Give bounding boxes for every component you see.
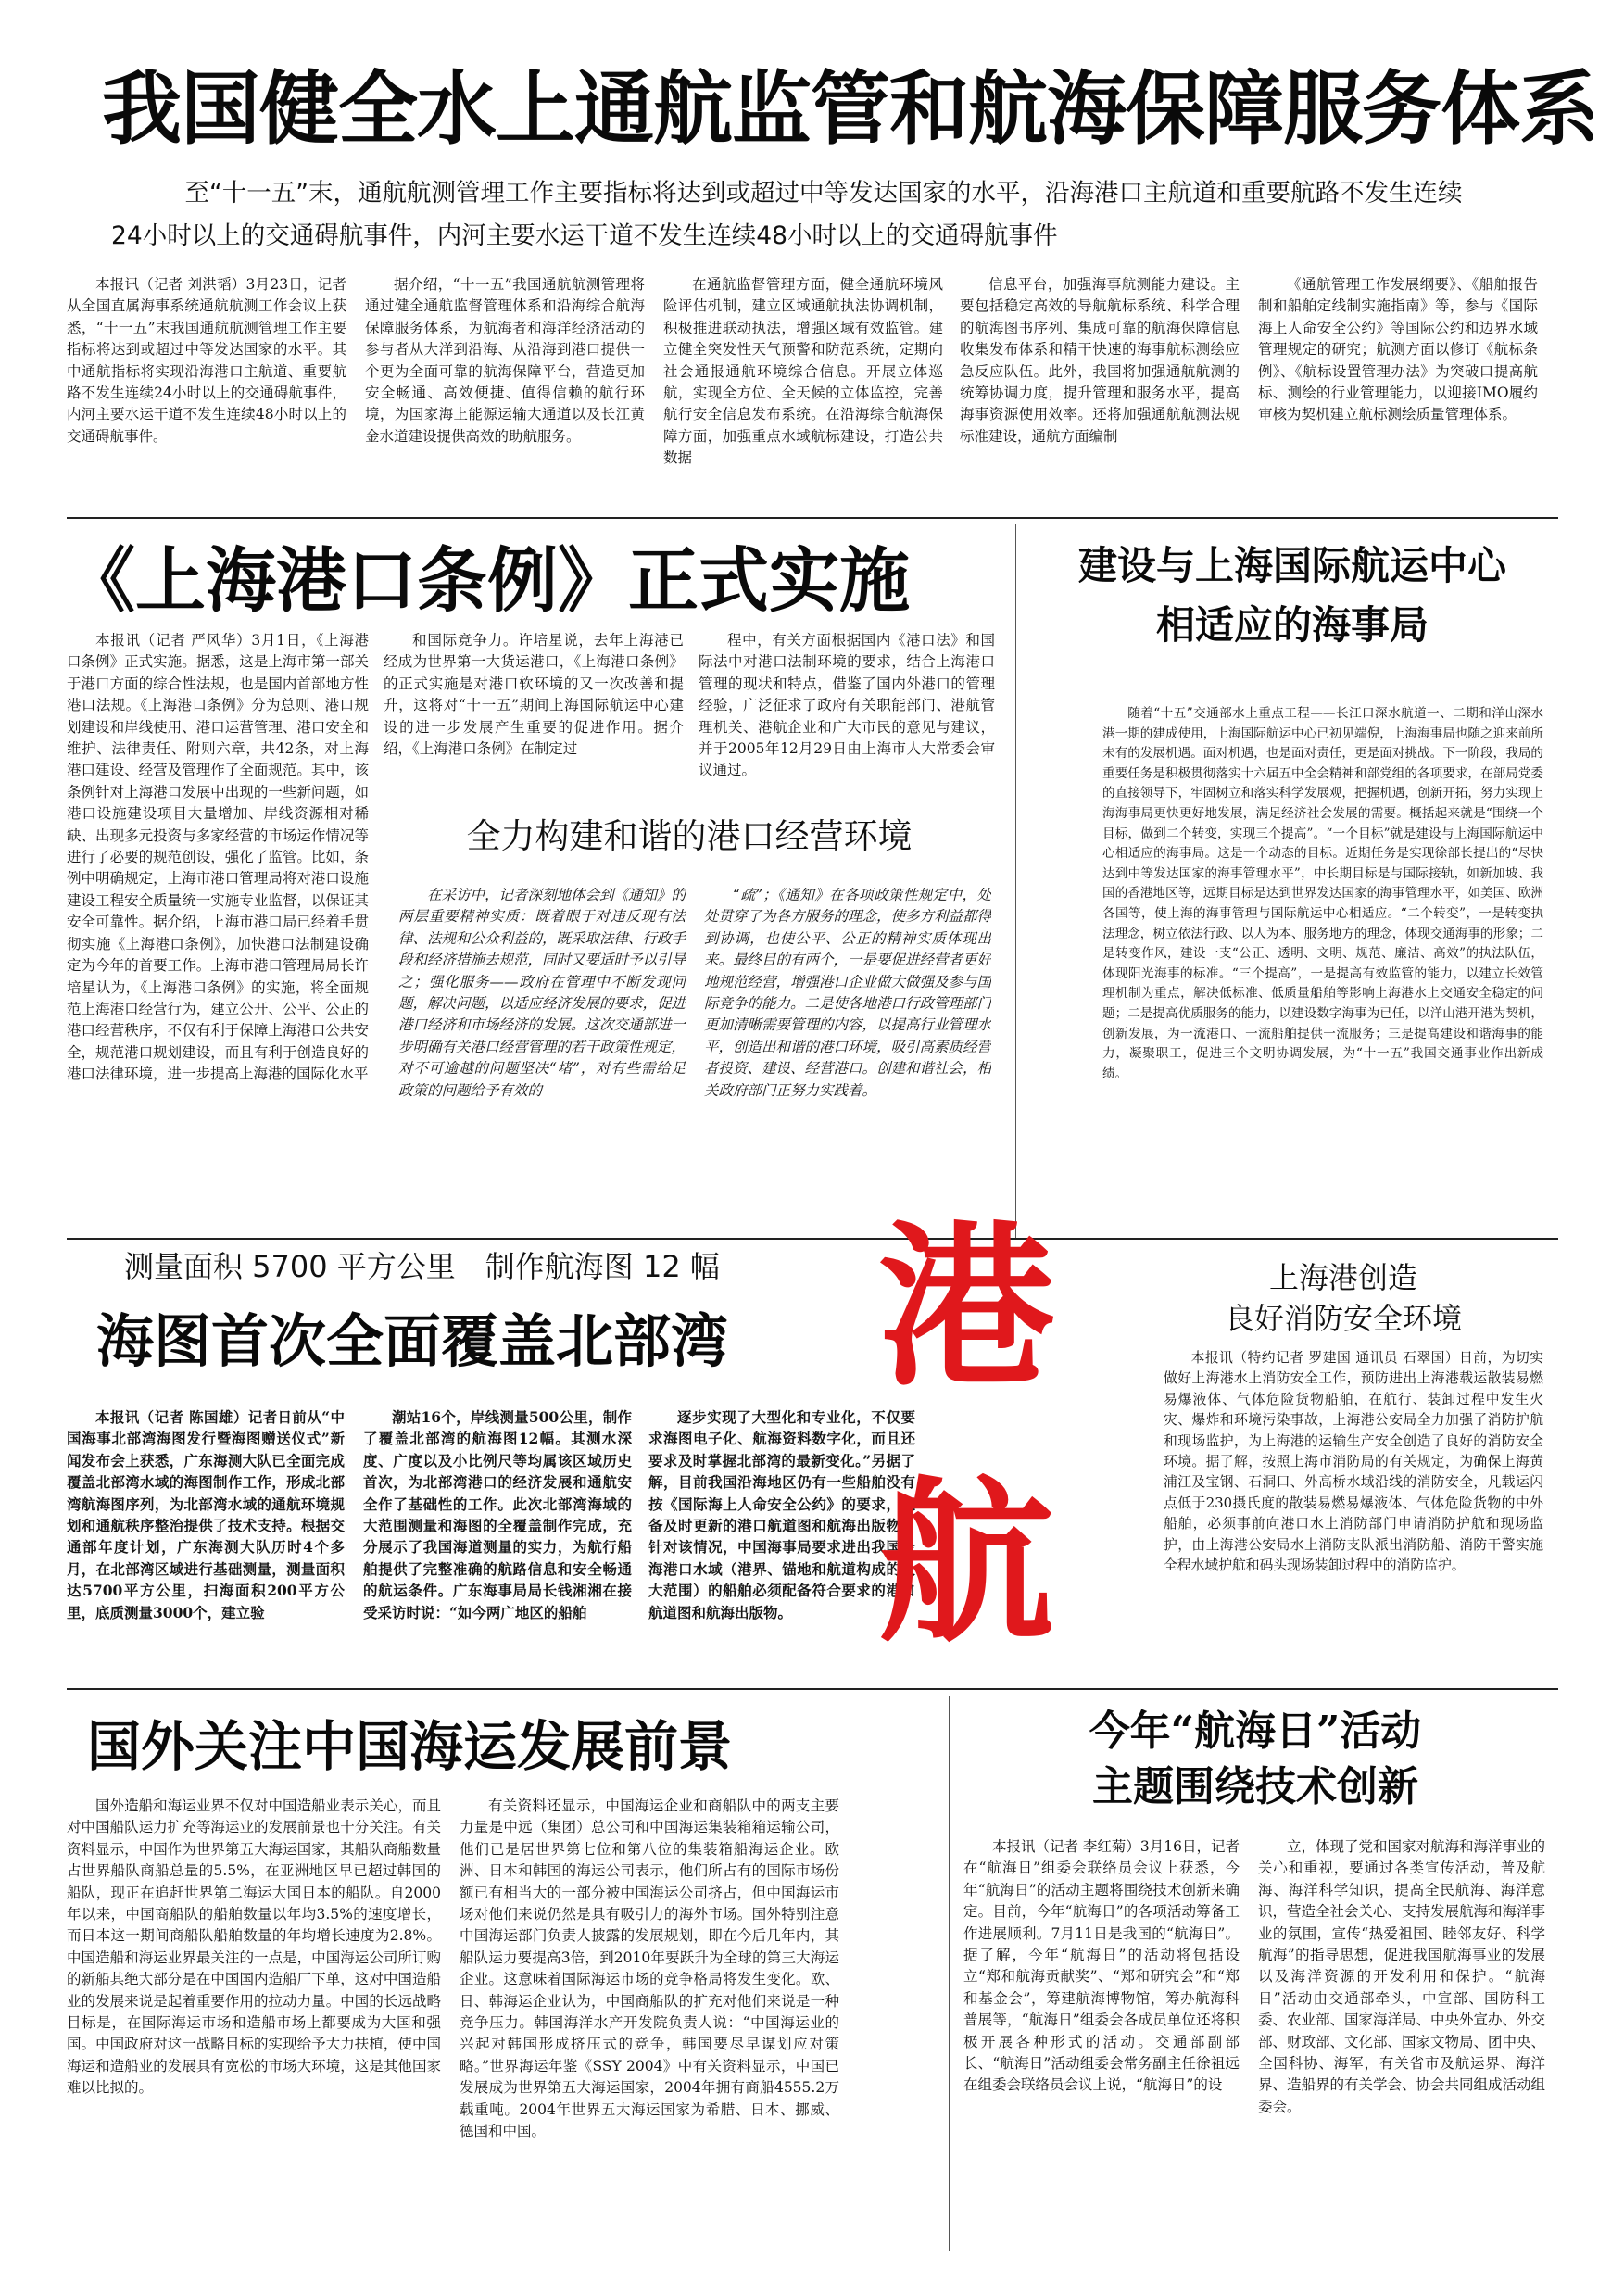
port-col-1: 本报讯（记者 严风华）3月1日，《上海港口条例》正式实施。据悉，这是上海市第一部关于港口方面的综合性法规，也是国内首部地方性港口法规。《上海港口条例》分为总则、港口规划建设和岸线使用、港口运营管理、港口安全和维护、法律责任、附则六章，共42条，对上海港口建设、经营及管理作了全面规范。其中，该条例针对上海港口发展中出现的一些新问题，如港口设施建设项目大量增加、岸线资源相对稀缺、出现多元投资与多家经营的市场运作情况等进行了必要的规范创设，强化了监管。比如，条例中明确规定，上海市港口管理局将对港口设施建设工程安全质量统一实施专业监督，以保证其安全可靠性。据介绍，上海市港口局已经着手贯彻实施《上海港口条例》，加快港口法制建设确定为今年的首要工作。上海市港口管理局局长许培星认为，《上海港口条例》的实施，将全面规范上海港口经营行为，建立公开、公平、公正的港口经营秩序，不仅有利于保障上海港口公共安全，规范港口规划建设，而且有利于创造良好的港口法律环境，进一步提高上海港的国际化水平 bbox=[67, 632, 369, 1083]
maritime-bureau-headline-2: 相适应的海事局 bbox=[1155, 602, 1429, 648]
main-col-1: 本报讯（记者 刘洪韬）3月23日，记者从全国直属海事系统通航航测工作会议上获悉，“十一五”末我国通航航测管理工作主要指标将达到或超过中等发达国家的水平。其中通航指标将实现沿海港口主航道、重要航路不发生连续24小时以上的交通碍航事件，内河主要水运干道不发生连续48小时以上的交通碍航事件。 bbox=[67, 276, 346, 445]
port-regulation-headline: 《上海港口条例》正式实施 bbox=[65, 539, 910, 622]
divider-mid bbox=[67, 1238, 1558, 1240]
foreign-col-2: 有关资料还显示，中国海运企业和商船队中的两支主要力量是中远（集团）总公司和中国海运集装箱箱运输公司，他们已是居世界第七位和第八位的集装箱船海运企业。欧洲、日本和韩国的海运公司表示，他们所占有的国际市场份额已有相当大的一部分被中国海运公司挤占，但中国海运市场对他们来说仍然是具有吸引力的海外市场。国外特别注意中国海运部门负责人披露的发展规划，即在今后几年内，其船队运力要提高3倍，到2010年要跃升为全球的第三大海运企业。这意味着国际海运市场的竞争格局将发生变化。欧、日、韩海运企业认为，中国商船队的扩充对他们来说是一种竞争压力。韩国海洋水产开发院负责人说：“中国海运业的兴起对韩国形成挤压式的竞争，韩国要尽早谋划应对策略。”世界海运年鉴《SSY 2004》中有关资料显示，中国已发展成为世界第五大海运国家，2004年拥有商船4555.2万载重吨。2004年世界五大海运国家为希腊、日本、挪威、德国和中国。 bbox=[460, 1797, 839, 2140]
maritime-day-col-2: 立，体现了党和国家对航海和海洋事业的关心和重视，要通过各类宣传活动，普及航海、海洋科学知识，提高全民航海、海洋意识，营造全社会关心、支持发展航海和海洋事业的氛围，宣传“热爱祖国、睦邻友好、科学航海”的指导思想，促进我国航海事业的发展以及海洋资源的开发利用和保护。“航海日”活动由交通部牵头，中宣部、国防科工委、农业部、国家海洋局、中央外宣办、外交部、财政部、文化部、国家文物局、团中央、全国科协、海军，有关省市及航运界、海洋界、造船界的有关学会、协会共同组成活动组委会。 bbox=[1258, 1838, 1545, 2115]
fire-safety-headline-2: 良好消防安全环境 bbox=[1224, 1301, 1462, 1336]
main-col-4: 信息平台，加强海事航测能力建设。主要包括稳定高效的导航航标系统、科学合理的航海图书序列、集成可靠的航海保障信息收集发布体系和精干快速的海事航标测绘应急反应队伍。此外，我国将加强通航航测的统筹协调力度，提升管理和服务水平，提高海事资源使用效率。还将加强通航航测法规标准建设，通航方面编制 bbox=[960, 276, 1240, 445]
foreign-col-1: 国外造船和海运业界不仅对中国造船业表示关心，而且对中国船队运力扩充等海运业的发展前景也十分关注。有关资料显示，中国作为世界第五大海运国家，其船队商船数量占世界船队商船总量的5.5%，在亚洲地区早已超过韩国的船队，现正在追赶世界第二海运大国日本的船队。自2000年以来，中国商船队的船舶数量以年均3.5%的速度增长，而日本这一期间商船队船舶数量的年均增长速度为2.8%。中国造船和海运业界最关注的一点是，中国海运公司所订购的新船其绝大部分是在中国国内造船厂下单，这对中国造船业的发展来说是起着重要作用的拉动力量。中国的长远战略目标是，在国际海运市场和造船市场上都要成为大国和强国。中国政府对这一战略目标的实现给予大力扶植，使中国海运和造船业的发展具有宽松的市场大环境，这是其他国家难以比拟的。 bbox=[67, 1797, 441, 2097]
main-col-5: 《通航管理工作发展纲要》、《船舶报告制和船舶定线制实施指南》等，参与《国际海上人命安全公约》等国际公约和边界水域管理规定的研究；航测方面以修订《航标条例》、《航标设置管理办法》为突破口提高航标、测绘的行业管理能力，以迎接IMO履约审核为契机建立航标测绘质量管理体系。 bbox=[1258, 276, 1538, 423]
maritime-day-headline-2: 主题围绕技术创新 bbox=[1092, 1763, 1418, 1810]
chart-col-1: 本报讯（记者 陈国雄）记者日前从“中国海事北部湾海图发行暨海图赠送仪式”新闻发布会上获悉，广东海测大队已全面完成覆盖北部湾水域的海图制作工作，形成北部湾航海图序列，为北部湾水域的通航环境规划和通航秩序整治提供了技术支持。根据交通部年度计划，广东海测大队历时4个多月，在北部湾区域进行基础测量，测量面积达5700平方公里，扫海面积200平方公里，底质测量3000个，建立验 bbox=[67, 1408, 345, 1621]
fire-safety-headline-1: 上海港创造 bbox=[1268, 1260, 1417, 1295]
maritime-day-col-1: 本报讯（记者 李红菊）3月16日，记者在“航海日”组委会联络员会议上获悉，今年“航海日”的活动主题将围绕技术创新来确定。目前，今年“航海日”的各项活动筹备工作进展顺利。7月11日是我国的“航海日”。据了解，今年“航海日”的活动将包括设立“郑和航海贡献奖”、“郑和研究会”和“郑和基金会”，筹建航海博物馆，筹办航海科普展等，“航海日”组委会各成员单位还将积极开展各种形式的活动。交通部副部长、“航海日”活动组委会常务副主任徐祖远在组委会联络员会议上说，“航海日”的设 bbox=[963, 1838, 1240, 2094]
port-col-2: 和国际竞争力。许培星说，去年上海港已经成为世界第一大货运港口，《上海港口条例》的正式实施是对港口软环境的又一次改善和提升，这将对“十一五”期间上海国际航运中心建设的进一步发展产生重要的促进作用。据介绍，《上海港口条例》在制定过 bbox=[384, 632, 684, 758]
harmonious-port-headline: 全力构建和谐的港口经营环境 bbox=[466, 816, 913, 856]
main-col-2: 据介绍，“十一五”我国通航航测管理将通过健全通航监督管理体系和沿海综合航海保障服务体系，为航海者和海洋经济活动的参与者从大洋到沿海、从沿海到港口提供一个更为全面可靠的航海保障平台，营造更加安全畅通、高效便捷、值得信赖的航行环境，为国家海上能源运输大通道以及长江黄金水道建设提供高效的助航服务。 bbox=[365, 276, 645, 445]
divider-lower bbox=[67, 1688, 1558, 1690]
foreign-headline: 国外关注中国海运发展前景 bbox=[87, 1715, 733, 1778]
harmonious-col-1: 在采访中，记者深刻地体会到《通知》的两层重要精神实质：既着眼于对违反现有法律、法规和公众利益的，既采取法律、行政手段和经济措施去规范，同时又要适时予以引导之；强化服务——政府在管理中不断发现问题，解决问题，以适应经济发展的要求，促进港口经济和市场经济的发展。这次交通部进一步明确有关港口经营管理的若干政策性规定，对不可逾越的问题坚决“堵”，对有些需给足政策的问题给予有效的 bbox=[398, 887, 686, 1099]
big-char-gang: 港 bbox=[878, 1204, 1055, 1410]
chart-headline: 海图首次全面覆盖北部湾 bbox=[96, 1307, 729, 1375]
chart-kicker: 测量面积 5700 平方公里 制作航海图 12 幅 bbox=[124, 1249, 720, 1284]
chart-col-2: 潮站16个，岸线测量500公里，制作了覆盖北部湾的航海图12幅。其测水深度、广度以及小比例尺等均属该区域历史首次，为北部湾港口的经济发展和通航安全作了基础性的工作。此次北部湾海域的大范围测量和海图的全覆盖制作完成，充分展示了我国海道测量的实力，为航行船舶提供了完整准确的航路信息和安全畅通的航运条件。广东海事局局长钱湘湘在接受采访时说：“如今两广地区的船舶 bbox=[363, 1408, 632, 1621]
maritime-bureau-headline-1: 建设与上海国际航运中心 bbox=[1077, 543, 1506, 588]
harmonious-col-2: “疏”；《通知》在各项政策性规定中，处处贯穿了为各方服务的理念，使多方利益都得到协调，也使公平、公正的精神实质体现出来。最终目的有两个，一是要促进经营者更好地规范经营，增强港口企业做大做强及参与国际竞争的能力。二是使各地港口行政管理部门更加清晰需要管理的内容，以提高行业管理水平，创造出和谐的港口环境，吸引高素质经营者投资、建设、经营港口。创建和谐社会，相关政府部门正努力实践着。 bbox=[704, 887, 991, 1099]
port-col-3: 程中，有关方面根据国内《港口法》和国际法中对港口法制环境的要求，结合上海港口管理的现状和特点，借鉴了国内外港口的管理经验，广泛征求了政府有关职能部门、港航管理机关、港航企业和广大市民的意见与建议，并于2005年12月29日由上海市人大常委会审议通过。 bbox=[699, 632, 995, 779]
maritime-day-headline-1: 今年“航海日”活动 bbox=[1089, 1708, 1422, 1755]
divider-vertical-2 bbox=[949, 1696, 950, 2251]
fire-safety-body: 本报讯（特约记者 罗建国 通讯员 石翠国）日前，为切实做好上海港水上消防安全工作，预防进出上海港载运散装易燃易爆液体、气体危险货物船舶，在航行、装卸过程中发生火灾、爆炸和环境污染事故，上海港公安局全力加强了消防护航和现场监护，为上海港的运输生产安全创造了良好的消防安全环境。据了解，按照上海市消防局的有关规定，为确保上海黄浦江及宝钢、石洞口、外高桥水域沿线的消防安全，凡载运闪点低于230摄氏度的散装易燃易爆液体、气体危险货物的中外船舶，必须事前向港口水上消防部门申请消防护航和现场监护，由上海港公安局水上消防支队派出消防船、消防干警实施全程水域护航和码头现场装卸过程中的消防监护。 bbox=[1164, 1350, 1543, 1574]
main-col-3: 在通航监督管理方面，健全通航环境风险评估机制，建立区域通航执法协调机制，积极推进联动执法，增强区域有效监管。建立健全突发性天气预警和防范系统，定期向社会通报通航环境综合信息。开展立体巡航，实现全方位、全天候的立体监控，完善航行安全信息发布系统。在沿海综合航海保障方面，加强重点水域航标建设，打造公共数据 bbox=[663, 276, 943, 467]
big-char-hang: 航 bbox=[878, 1459, 1055, 1666]
main-deck: 至“十一五”末，通航航测管理工作主要指标将达到或超过中等发达国家的水平，沿海港口主航道和重要航路不发生连续24小时以上的交通碍航事件，内河主要水运干道不发生连续48小时以上的交通碍航事件 bbox=[111, 179, 1463, 250]
chart-col-3: 逐步实现了大型化和专业化，不仅要求海图电子化、航海资料数字化，而且还要求及时掌握北部湾的最新变化。”另据了解，目前我国沿海地区仍有一些船舶没有按《国际海上人命安全公约》的要求，配备及时更新的港口航道图和航海出版物。针对该情况，中国海事局要求进出我国沿海港口水域（港界、锚地和航道构成的最大范围）的船舶必须配备符合要求的港口航道图和航海出版物。 bbox=[648, 1408, 915, 1621]
divider-top bbox=[67, 517, 1558, 519]
maritime-bureau-body: 随着“十五”交通部水上重点工程——长江口深水航道一、二期和洋山深水港一期的建成使用，上海国际航运中心已初见端倪，上海海事局也随之迎来前所未有的发展机遇。面对机遇，也是面对责任，更是面对挑战。下一阶段，我局的重要任务是积极贯彻落实十六届五中全会精神和部党组的各项要求，在部局党委的直接领导下，牢固树立和落实科学发展观，把握机遇，创新开拓，努力实现上海海事局更快更好地发展，满足经济社会发展的需要。概括起来就是“围绕一个目标，做到二个转变，实现三个提高”。“一个目标”就是建设与上海国际航运中心相适应的海事局。这是一个动态的目标。近期任务是实现徐部长提出的“尽快达到中等发达国家的海事管理水平”，中长期目标是与国际接轨，如新加坡、我国的香港地区等，远期目标是达到世界发达国家的海事管理水平，如美国、欧洲各国等，使上海的海事管理与国际航运中心相适应。“二个转变”，一是转变执法理念，树立依法行政、以人为本、服务地方的理念，体现交通海事的形象；二是转变作风，建设一支“公正、透明、文明、规范、廉洁、高效”的执法队伍，体现阳光海事的标准。“三个提高”，一是提高有效监管的能力，以建立长效管理机制为重点，解决低标准、低质量船舶等影响上海港水上交通安全稳定的问题；二是提高优质服务的能力，以建设数字海事为已任，以洋山港开港为契机，创新发展，为一流港口、一流船舶提供一流服务；三是提高建设和谐海事的能力，凝聚职工，促进三个文明协调发展，为“十一五”我国交通事业作出新成绩。 bbox=[1102, 706, 1543, 1081]
divider-vertical-1 bbox=[1015, 524, 1016, 1238]
main-headline: 我国健全水上通航监管和航海保障服务体系 bbox=[102, 63, 1598, 156]
